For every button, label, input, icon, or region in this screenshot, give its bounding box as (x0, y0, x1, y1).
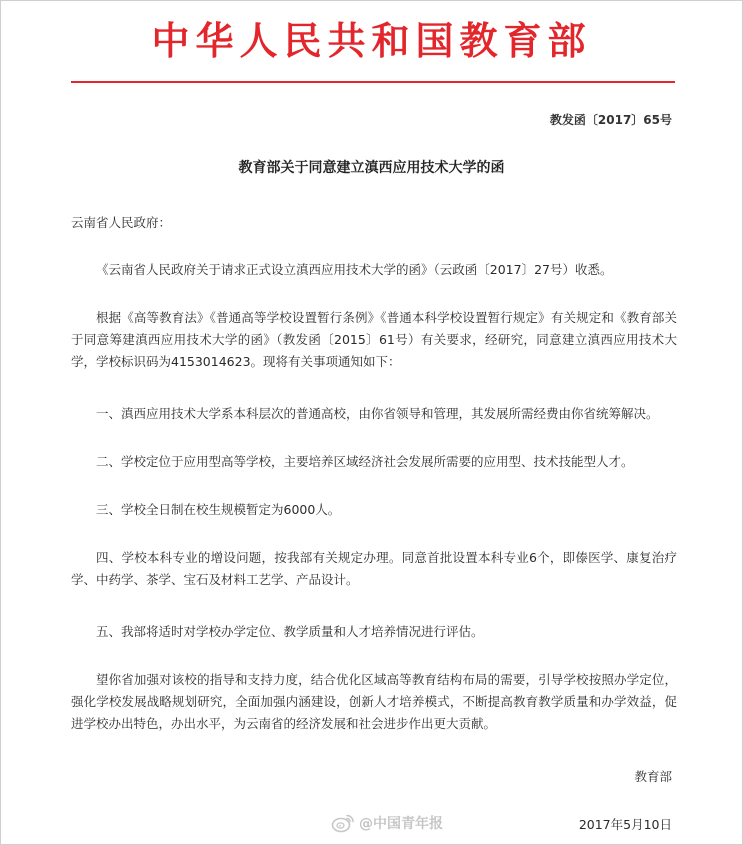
recipient: 云南省人民政府： (71, 215, 172, 230)
paragraph-basis: 根据《高等教育法》《普通高等学校设置暂行条例》《普通本科学校设置暂行规定》有关规定和《教育部关于同意筹建滇西应用技术大学的函》（教发函〔2015〕61号）有关要求，经研究，同意建立滇西应用技术大学，学校标识码为4153014623。现将有关事项通知如下： (71, 310, 677, 369)
issue-date: 2017年5月10日 (578, 817, 672, 832)
paragraph-item-1: 一、滇西应用技术大学系本科层次的普通高校，由你省领导和管理，其发展所需经费由你省统筹解决。 (96, 406, 659, 421)
watermark-text: @中国青年报 (359, 816, 443, 832)
watermark (331, 813, 443, 833)
document-number: 教发函〔2017〕65号 (549, 113, 672, 127)
paragraph-closing: 望你省加强对该校的指导和支持力度，结合优化区域高等教育结构布局的需要，引导学校按照办学定位，强化学校发展战略规划研究，全面加强内涵建设，创新人才培养模式，不断提高教育教学质量和办学效益，促进学校办出特色，办出水平，为云南省的经济发展和社会进步作出更大贡献。 (71, 672, 677, 731)
paragraph-acknowledgement: 《云南省人民政府关于请求正式设立滇西应用技术大学的函》（云政函〔2017〕27号）收悉。 (96, 262, 613, 277)
paragraph-item-5: 五、我部将适时对学校办学定位、教学质量和人才培养情况进行评估。 (96, 624, 484, 639)
paragraph-item-4: 四、学校本科专业的增设问题，按我部有关规定办理。同意首批设置本科专业6个，即傣医学、康复治疗学、中药学、茶学、宝石及材料工艺学、产品设计。 (71, 550, 677, 587)
document-title: 教育部关于同意建立滇西应用技术大学的函 (238, 160, 505, 176)
ministry-header: 中华人民共和国教育部 (151, 18, 592, 63)
header-rule (71, 81, 675, 83)
paragraph-item-3: 三、学校全日制在校生规模暂定为6000人。 (96, 502, 341, 517)
weibo-icon (331, 813, 355, 833)
signature: 教育部 (634, 769, 672, 784)
paragraph-item-2: 二、学校定位于应用型高等学校，主要培养区域经济社会发展所需要的应用型、技术技能型人才。 (96, 454, 634, 469)
